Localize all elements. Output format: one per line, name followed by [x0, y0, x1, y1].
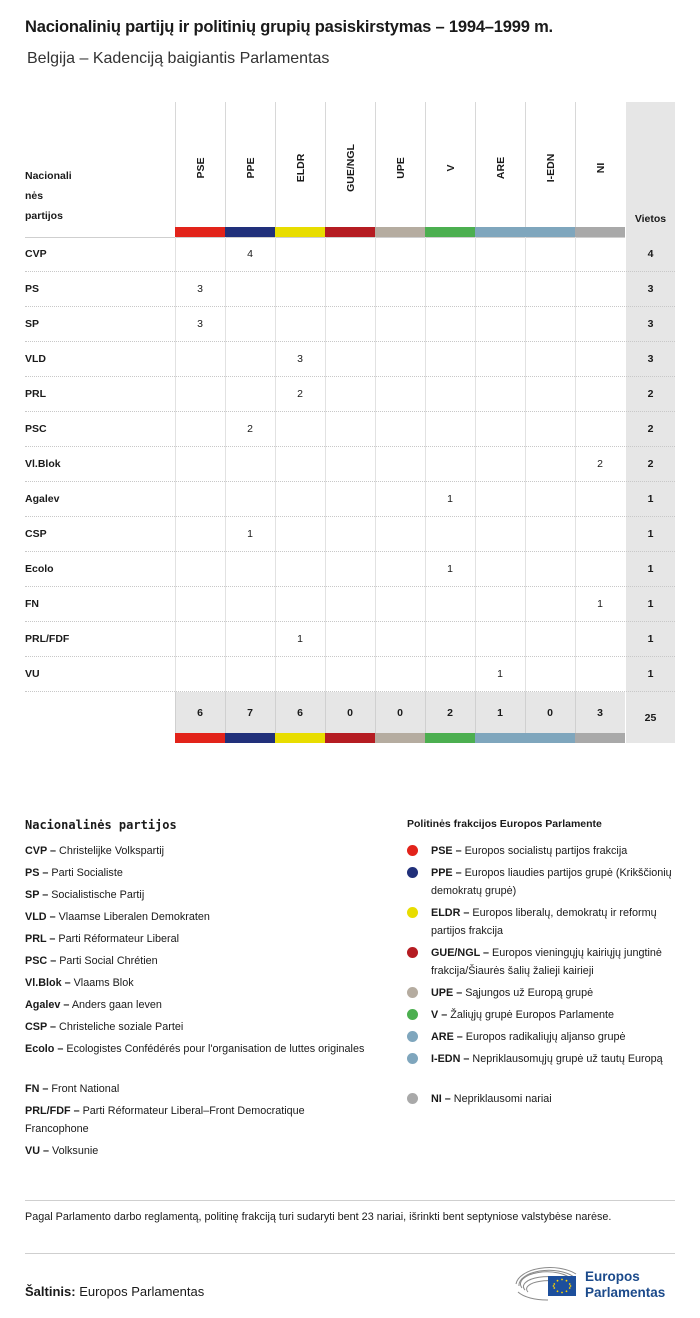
group-color-swatch: [425, 733, 475, 743]
source-value: Europos Parlamentas: [75, 1284, 205, 1299]
legend-group-code: NI –: [431, 1093, 451, 1105]
legend-party-name: Parti Réformateur Liberal–Front Democratique Francophone: [25, 1105, 305, 1135]
group-color-swatch: [525, 733, 575, 743]
table-row: [25, 657, 675, 692]
legend-parties-title: Nacionalinės partijos: [25, 818, 177, 832]
group-color-dot: [407, 845, 418, 856]
row-total: 1: [647, 493, 654, 505]
group-color-swatch: [475, 733, 525, 743]
seat-count-cell: 3: [197, 318, 203, 330]
legend-group-name: Europos vieningųjų kairiųjų jungtinė frakcija/Šiaurės šalių žalieji kairieji: [431, 947, 662, 977]
legend-group-name: Nepriklausomųjų grupė už tautų Europą: [469, 1053, 663, 1065]
table-row: [25, 412, 675, 447]
column-header-label: GUE/NGL: [344, 144, 357, 192]
parties-header-line: partijos: [25, 210, 63, 222]
group-color-dot: [407, 867, 418, 878]
legend-group-text: [431, 984, 677, 1002]
legend-party-name: Christelijke Volkspartij: [56, 845, 165, 857]
row-total: 2: [647, 458, 654, 470]
column-header-label: UPE: [394, 157, 407, 179]
column-total: 0: [547, 707, 553, 719]
row-total: 1: [647, 668, 654, 680]
group-color-dot: [407, 1009, 418, 1020]
seat-count-cell: 1: [497, 668, 503, 680]
column-header: [425, 102, 475, 228]
table-row: [25, 552, 675, 587]
legend-group-text: [431, 944, 677, 980]
group-color-swatch: [325, 227, 375, 237]
legend-group-code: I-EDN –: [431, 1053, 470, 1065]
legend-party-name: Vlaamse Liberalen Demokraten: [55, 911, 210, 923]
legend-party-code: SP –: [25, 889, 49, 901]
legend-group-code: ARE –: [431, 1031, 463, 1043]
logo-line: Parlamentas: [585, 1285, 666, 1300]
legend-group-name: Sąjungos už Europą grupė: [462, 987, 594, 999]
group-color-swatch: [225, 227, 275, 237]
parties-header-line: Nacionali: [25, 170, 72, 182]
table-row: [25, 377, 675, 412]
legend-party-code: CVP –: [25, 845, 57, 857]
legend-party-code: Ecolo –: [25, 1043, 64, 1055]
legend-party-item: [25, 1102, 355, 1138]
logo-text: [585, 1269, 665, 1301]
party-name: VLD: [25, 353, 46, 365]
party-name: Ecolo: [25, 563, 54, 575]
legend-party-item: [25, 996, 385, 1014]
legend-groups-title: Politinės frakcijos Europos Parlamente: [407, 818, 602, 830]
party-name: CVP: [25, 248, 47, 260]
table-row: [25, 342, 675, 377]
legend-party-code: VU –: [25, 1145, 50, 1157]
legend-party-code: Agalev –: [25, 999, 70, 1011]
legend-party-code: FN –: [25, 1083, 49, 1095]
legend-party-name: Parti Socialiste: [48, 867, 123, 879]
legend-party-name: Socialistische Partij: [48, 889, 145, 901]
group-color-swatch: [175, 733, 225, 743]
column-header: [575, 102, 625, 228]
legend-party-item: [25, 930, 385, 948]
group-color-swatch: [375, 733, 425, 743]
group-color-swatch: [475, 227, 525, 237]
group-color-dot: [407, 1031, 418, 1042]
group-color-swatch: [575, 227, 625, 237]
column-header-label: I-EDN: [544, 153, 557, 183]
legend-group-code: GUE/NGL –: [431, 947, 489, 959]
seat-count-cell: 1: [247, 528, 253, 540]
row-total: 2: [647, 388, 654, 400]
legend-party-name: Front National: [48, 1083, 120, 1095]
group-color-swatch: [575, 733, 625, 743]
column-total: 6: [197, 707, 203, 719]
legend-party-item: [25, 1142, 385, 1160]
party-name: FN: [25, 598, 39, 610]
column-header-label: PPE: [244, 157, 257, 179]
table-row: [25, 622, 675, 657]
legend-party-code: VLD –: [25, 911, 56, 923]
row-total: 1: [647, 528, 654, 540]
column-header: [275, 102, 325, 228]
column-total: 3: [597, 707, 603, 719]
legend-group-text: [431, 864, 677, 900]
legend-party-name: Volksunie: [49, 1145, 99, 1157]
parties-header-line: nės: [25, 190, 44, 202]
group-color-dot: [407, 907, 418, 918]
parties-column-header: [25, 166, 72, 226]
group-color-swatch: [325, 733, 375, 743]
source-line: [25, 1284, 204, 1299]
legend-party-code: CSP –: [25, 1021, 57, 1033]
legend-party-item: [25, 842, 385, 860]
column-header-label: ARE: [494, 156, 507, 180]
party-name: SP: [25, 318, 40, 330]
seat-count-cell: 2: [297, 388, 303, 400]
column-header-label: PSE: [194, 157, 207, 179]
party-name: Vl.Blok: [25, 458, 61, 470]
legend-party-name: Parti Réformateur Liberal: [55, 933, 180, 945]
table-row: [25, 517, 675, 552]
legend-group-code: V –: [431, 1009, 448, 1021]
column-header: [175, 102, 225, 228]
legend-party-name: Anders gaan leven: [69, 999, 162, 1011]
column-total: 0: [397, 707, 403, 719]
group-color-swatch: [175, 227, 225, 237]
legend-party-name: Parti Social Chrétien: [56, 955, 158, 967]
row-total: 3: [647, 353, 654, 365]
column-header: [525, 102, 575, 228]
party-name: VU: [25, 668, 40, 680]
legend-party-item: [25, 952, 385, 970]
group-color-dot: [407, 987, 418, 998]
column-total: 0: [347, 707, 353, 719]
legend-group-name: Europos liaudies partijos grupė (Krikščionių demokratų grupė): [431, 867, 672, 897]
legend-group-name: Žaliųjų grupė Europos Parlamente: [447, 1009, 615, 1021]
seat-count-cell: 1: [297, 633, 303, 645]
legend-group-code: PSE –: [431, 845, 462, 857]
legend-group-code: ELDR –: [431, 907, 470, 919]
column-header: [225, 102, 275, 228]
group-color-dot: [407, 1053, 418, 1064]
party-name: PS: [25, 283, 40, 295]
seat-count-cell: 1: [447, 493, 453, 505]
party-name: PRL: [25, 388, 46, 400]
table-row: [25, 482, 675, 517]
column-total: 1: [497, 707, 503, 719]
party-name: PRL/FDF: [25, 633, 70, 645]
page-title: Nacionalinių partijų ir politinių grupių pasiskirstymas – 1994–1999 m.: [25, 18, 553, 36]
legend-group-text: [431, 904, 677, 940]
legend-group-name: Europos radikaliųjų aljanso grupė: [462, 1031, 626, 1043]
row-total: 1: [647, 633, 654, 645]
legend-party-item: [25, 1018, 385, 1036]
group-color-dot: [407, 1093, 418, 1104]
column-total: 7: [247, 707, 253, 719]
legend-party-name: Vlaams Blok: [70, 977, 134, 989]
table-row: [25, 237, 675, 272]
legend-party-name: Christeliche soziale Partei: [56, 1021, 184, 1033]
seat-count-cell: 1: [597, 598, 603, 610]
legend-party-item: [25, 1080, 385, 1098]
column-total: 6: [297, 707, 303, 719]
group-color-swatch: [425, 227, 475, 237]
group-color-swatch: [225, 733, 275, 743]
party-name: Agalev: [25, 493, 60, 505]
table-row: [25, 587, 675, 622]
legend-group-name: Nepriklausomi nariai: [450, 1093, 552, 1105]
party-name: CSP: [25, 528, 47, 540]
legend-party-item: [25, 1040, 385, 1058]
column-total: 2: [447, 707, 453, 719]
legend-party-item: [25, 974, 385, 992]
legend-group-text: [431, 842, 677, 860]
column-header: [375, 102, 425, 228]
row-total: 1: [647, 598, 654, 610]
divider: [25, 1200, 675, 1201]
legend-party-code: PRL –: [25, 933, 56, 945]
row-total: 3: [647, 318, 654, 330]
group-color-swatch: [525, 227, 575, 237]
page-subtitle: Belgija – Kadenciją baigiantis Parlamentas: [27, 50, 330, 67]
seat-count-cell: 3: [297, 353, 303, 365]
legend-party-item: [25, 886, 385, 904]
total-column-header: Vietos: [634, 213, 667, 225]
seat-count-cell: 2: [597, 458, 603, 470]
legend-group-text: [431, 1050, 677, 1068]
legend-group-name: Europos socialistų partijos frakcija: [461, 845, 628, 857]
legend-party-code: PRL/FDF –: [25, 1105, 80, 1117]
legend-party-item: [25, 908, 385, 926]
column-header: [325, 102, 375, 228]
legend-group-code: PPE –: [431, 867, 462, 879]
legend-party-code: PS –: [25, 867, 49, 879]
grand-total: 25: [644, 712, 657, 724]
table-row: [25, 447, 675, 482]
column-header: [475, 102, 525, 228]
legend-group-code: UPE –: [431, 987, 463, 999]
legend-party-code: Vl.Blok –: [25, 977, 71, 989]
legend-group-text: [431, 1090, 677, 1108]
legend-group-text: [431, 1028, 677, 1046]
column-header-label: NI: [594, 162, 607, 174]
seat-count-cell: 4: [247, 248, 253, 260]
table-row: [25, 272, 675, 307]
legend-party-name: Ecologistes Confédérés pour l'organisation de luttes originales: [63, 1043, 365, 1055]
group-color-swatch: [275, 733, 325, 743]
footnote: Pagal Parlamento darbo reglamentą, politinę frakciją turi sudaryti bent 23 nariai, išrinkti bent septyniose valstybėse narėse.: [25, 1211, 612, 1223]
column-header-label: ELDR: [294, 153, 307, 183]
row-total: 4: [647, 248, 654, 260]
party-name: PSC: [25, 423, 47, 435]
table-row: [25, 307, 675, 342]
source-label: Šaltinis:: [25, 1284, 76, 1299]
seat-count-cell: 1: [447, 563, 453, 575]
legend-party-item: [25, 864, 385, 882]
row-total: 1: [647, 563, 654, 575]
seat-count-cell: 3: [197, 283, 203, 295]
legend-party-code: PSC –: [25, 955, 57, 967]
row-total: 2: [647, 423, 654, 435]
group-color-swatch: [375, 227, 425, 237]
divider: [25, 1253, 675, 1254]
group-color-swatch: [275, 227, 325, 237]
legend-group-name: Europos liberalų, demokratų ir reformų partijos frakcija: [431, 907, 657, 937]
logo-line: Europos: [585, 1269, 640, 1284]
row-total: 3: [647, 283, 654, 295]
group-color-dot: [407, 947, 418, 958]
seat-count-cell: 2: [247, 423, 253, 435]
column-header-label: V: [444, 164, 457, 172]
legend-group-text: [431, 1006, 677, 1024]
